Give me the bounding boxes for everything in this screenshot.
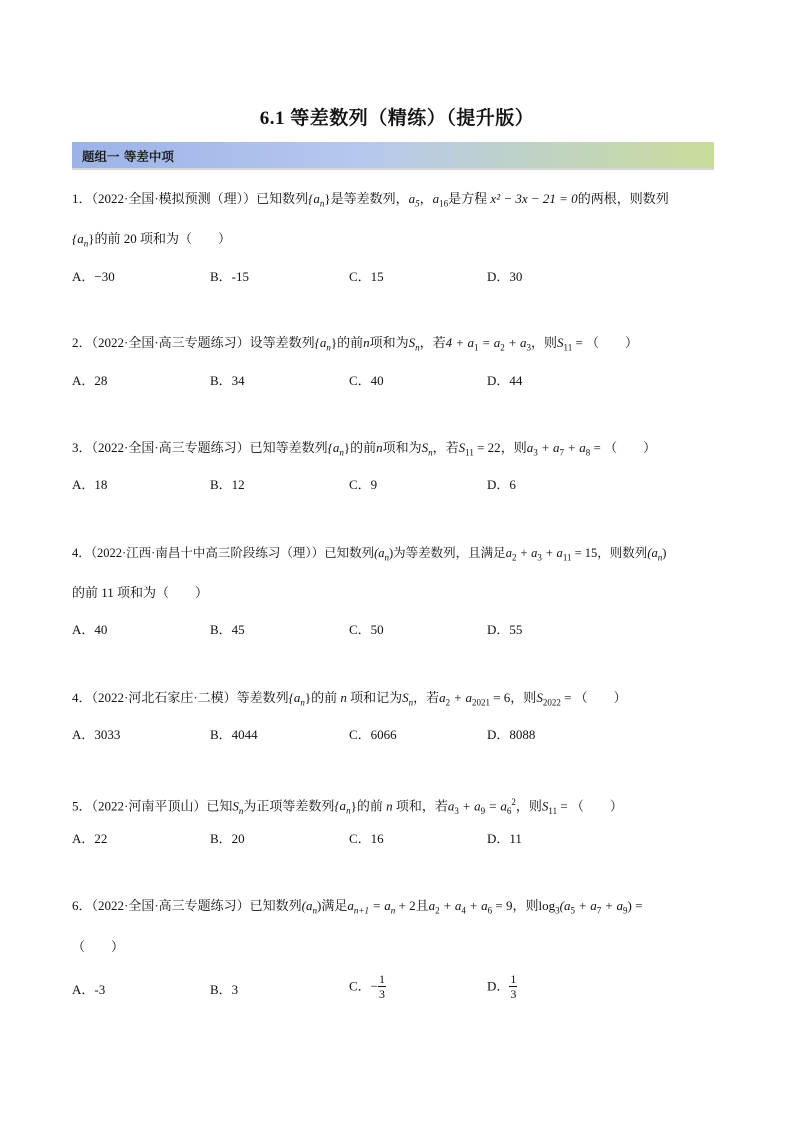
q4b-option-c: C．6066 [349, 727, 397, 742]
question-1-line-2: $\{a_n\}$的前 20 项和为（ ） [72, 231, 231, 249]
q4b-option-b: B．4044 [210, 727, 258, 742]
q6-option-c-fraction: $\frac{1}{3}$ [379, 972, 386, 1001]
q5-option-d: D．11 [487, 831, 522, 846]
q4a-option-d: D．55 [487, 622, 523, 637]
q1-option-c: C．15 [349, 269, 384, 284]
q4b-option-d: D．8088 [487, 727, 536, 742]
q1-option-a: A．−30 [72, 269, 115, 284]
section-label: 题组一 等差中项 [82, 149, 174, 164]
q3-option-a: A．18 [72, 477, 108, 492]
q6-option-d-fraction: $\frac{1}{3}$ [510, 972, 517, 1001]
q3-option-b: B．12 [210, 477, 245, 492]
q6-option-d: D． $\frac{1}{3}$ [487, 972, 517, 1001]
question-6-line-2: （ ） [72, 939, 125, 954]
q6-option-a: A．-3 [72, 982, 106, 997]
q6-option-b: B．3 [210, 982, 239, 997]
q5-option-c: C．16 [349, 831, 384, 846]
question-4a-line-1: 4．（2022·江西·南昌十中高三阶段练习（理））已知数列$(a_n)$为等差数列，且满足$a_2 + a_3 + a_{11} = 15$，则数列$(a_n)$ [72, 546, 667, 563]
page-title: 6.1 等差数列（精练）（提升版） [259, 108, 535, 129]
question-4b-text: 4．（2022·河北石家庄·二模）等差数列$\{a_n\}$的前 n 项和记为$S_n$，若$a_2 + a_{2021} = 6$，则$S_{2022}$ = （ ） [72, 690, 627, 708]
q2-option-a: A．28 [72, 373, 108, 388]
q6-option-c: C．− $\frac{1}{3}$ [349, 972, 386, 1001]
question-3-text: 3．（2022·全国·高三专题练习）已知等差数列$\{a_n\}$的前n项和为$S_n$，若$S_{11} = 22$，则$a_3 + a_7 + a_8$ = （ ） [72, 440, 657, 458]
question-1-line-1: 1．（2022·全国·模拟预测（理））已知数列$\{a_n\}$是等差数列，$a_5$，$a_{16}$是方程 x² − 3x − 21 = 0的两根，则数列 [72, 191, 669, 209]
question-4a-line-2: 的前 11 项和为（ ） [72, 585, 209, 600]
question-5-text: 5．（2022·河南平顶山）已知$S_n$为正项等差数列$\{a_n\}$的前 n 项和，若$a_3 + a_9 = a_6^2$，则$S_{11}$ = （ ） [72, 797, 623, 816]
q2-option-c: C．40 [349, 373, 384, 388]
q2-option-d: D．44 [487, 373, 523, 388]
q1-option-d: D．30 [487, 269, 523, 284]
q1-option-b: B．-15 [210, 269, 250, 284]
q4a-option-b: B．45 [210, 622, 245, 637]
q3-option-d: D．6 [487, 477, 516, 492]
q4a-option-a: A．40 [72, 622, 108, 637]
q4b-option-a: A．3033 [72, 727, 121, 742]
q3-option-c: C．9 [349, 477, 378, 492]
question-2-text: 2．（2022·全国·高三专题练习）设等差数列$\{a_n\}$的前n项和为$S_n$，若$4 + a_1 = a_2 + a_3$，则$S_{11}$ = （ ） [72, 335, 639, 353]
q5-option-b: B．20 [210, 831, 245, 846]
section-header [72, 142, 714, 170]
q5-option-a: A．22 [72, 831, 108, 846]
q4a-option-c: C．50 [349, 622, 384, 637]
q2-option-b: B．34 [210, 373, 245, 388]
question-6-line-1: 6．（2022·全国·高三专题练习）已知数列$(a_n)$满足$a_{n+1} = a_n + 2$且$a_2 + a_4 + a_6 = 9$，则$\log_3(a_5 + a_7 + a_9)$ = [72, 898, 643, 916]
